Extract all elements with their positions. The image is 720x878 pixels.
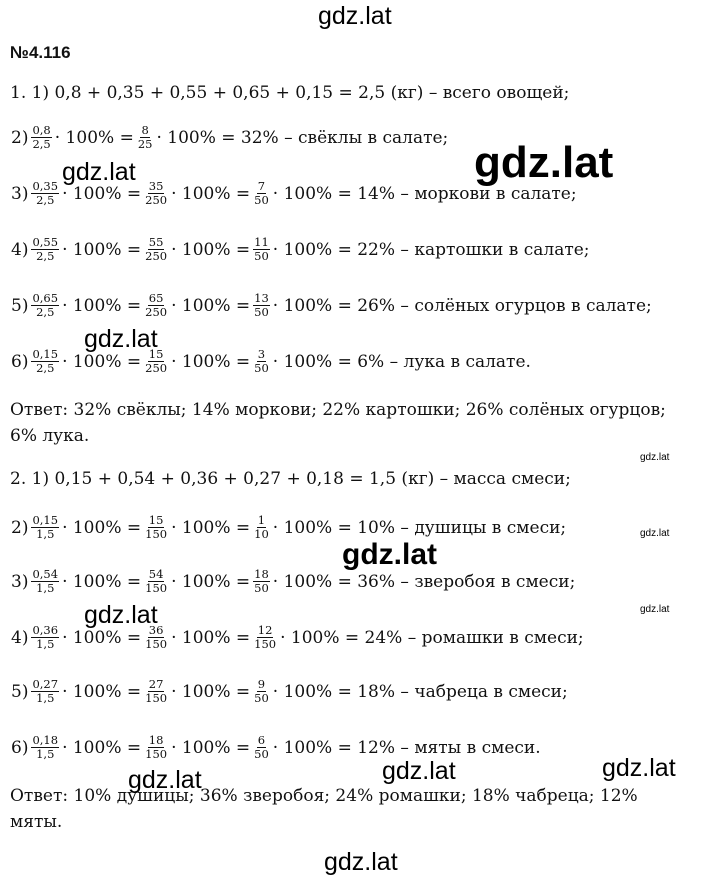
part2-sum-line: 2. 1) 0,15 + 0,54 + 0,36 + 0,27 + 0,18 = 1,5 (кг) – масса смеси;	[10, 469, 571, 489]
row-prefix: 5)	[11, 681, 29, 702]
numerator: 0,35	[32, 179, 59, 193]
numerator: 15	[148, 513, 164, 527]
denominator: 150	[145, 581, 168, 595]
numerator: 18	[254, 567, 269, 581]
denominator: 50	[254, 305, 269, 319]
row-prefix: 5)	[11, 295, 29, 316]
math-text: · 100% =	[62, 351, 142, 372]
watermark-text: gdz.lat	[640, 452, 670, 463]
numerator: 0,18	[32, 733, 59, 747]
fraction	[253, 348, 270, 375]
fraction	[31, 348, 59, 375]
part2-row-oregano	[10, 514, 567, 541]
numerator: 0,55	[32, 235, 59, 249]
part1-row-beet	[10, 124, 449, 151]
row-result: · 100% = 32% – свёклы в салате;	[156, 127, 449, 148]
numerator: 36	[148, 623, 164, 637]
row-result: · 100% = 18% – чабреца в смеси;	[272, 681, 568, 702]
row-prefix: 4)	[11, 627, 29, 648]
row-result: · 100% = 10% – душицы в смеси;	[272, 517, 567, 538]
numerator: 0,54	[32, 567, 59, 581]
numerator: 9	[257, 677, 266, 691]
math-text: · 100% =	[62, 239, 142, 260]
math-text: · 100% =	[54, 127, 134, 148]
fraction	[253, 734, 270, 761]
denominator: 150	[145, 747, 168, 761]
part1-row-pickles	[10, 292, 653, 319]
math-text: · 100% =	[171, 737, 251, 758]
fraction	[253, 180, 270, 207]
numerator: 27	[148, 677, 164, 691]
numerator: 0,36	[32, 623, 59, 637]
watermark-text: gdz.lat	[62, 158, 136, 186]
denominator: 50	[254, 581, 269, 595]
denominator: 150	[254, 637, 277, 651]
denominator: 150	[145, 637, 168, 651]
numerator: 35	[148, 179, 164, 193]
numerator: 65	[148, 291, 164, 305]
math-text: · 100% =	[62, 681, 142, 702]
denominator: 1,5	[36, 637, 55, 651]
row-prefix: 4)	[11, 239, 29, 260]
denominator: 25	[137, 137, 153, 151]
denominator: 1,5	[36, 747, 55, 761]
math-text: · 100% =	[171, 351, 251, 372]
fraction	[31, 568, 59, 595]
denominator: 250	[145, 305, 168, 319]
numerator: 55	[148, 235, 164, 249]
watermark-text: gdz.lat	[342, 538, 437, 571]
denominator: 10	[254, 527, 269, 541]
fraction	[253, 236, 270, 263]
denominator: 50	[254, 691, 269, 705]
watermark-text: gdz.lat	[602, 754, 676, 782]
numerator: 6	[257, 733, 266, 747]
fraction	[144, 236, 168, 263]
fraction	[144, 292, 168, 319]
watermark-text: gdz.lat	[382, 757, 456, 785]
row-result: · 100% = 14% – моркови в салате;	[272, 183, 577, 204]
fraction	[253, 624, 277, 651]
part1-answer-line1: Ответ: 32% свёклы; 14% моркови; 22% картошки; 26% солёных огурцов;	[10, 400, 666, 420]
math-text: · 100% =	[62, 571, 142, 592]
problem-number: №4.116	[10, 43, 71, 62]
row-prefix: 2)	[11, 127, 29, 148]
fraction	[144, 180, 168, 207]
numerator: 15	[148, 347, 164, 361]
numerator: 3	[257, 347, 266, 361]
denominator: 150	[145, 691, 168, 705]
fraction	[144, 678, 168, 705]
part2-row-thyme	[10, 678, 569, 705]
fraction	[31, 236, 59, 263]
fraction	[31, 180, 59, 207]
math-text: · 100% =	[171, 681, 251, 702]
denominator: 2,5	[32, 137, 51, 151]
row-result: · 100% = 12% – мяты в смеси.	[272, 737, 541, 758]
numerator: 8	[141, 123, 149, 137]
fraction	[144, 514, 168, 541]
denominator: 50	[254, 361, 269, 375]
numerator: 0,27	[32, 677, 59, 691]
denominator: 50	[254, 249, 269, 263]
numerator: 12	[257, 623, 273, 637]
math-text: · 100% =	[171, 239, 251, 260]
part2-row-stjohnswort	[10, 568, 576, 595]
numerator: 0,65	[32, 291, 59, 305]
row-result: · 100% = 24% – ромашки в смеси;	[280, 627, 584, 648]
math-text: · 100% =	[62, 737, 142, 758]
watermark-text: gdz.lat	[640, 528, 670, 539]
watermark-text: gdz.lat	[84, 601, 158, 629]
denominator: 1,5	[36, 527, 55, 541]
math-text: · 100% =	[171, 517, 251, 538]
numerator: 0,8	[32, 123, 51, 137]
row-result: · 100% = 36% – зверобоя в смеси;	[272, 571, 576, 592]
row-prefix: 6)	[11, 351, 29, 372]
denominator: 250	[145, 361, 168, 375]
math-text: · 100% =	[62, 295, 142, 316]
denominator: 50	[254, 193, 269, 207]
denominator: 50	[254, 747, 269, 761]
watermark-text: gdz.lat	[474, 138, 614, 187]
math-text: · 100% =	[62, 517, 142, 538]
fraction	[31, 124, 51, 151]
numerator: 0,15	[32, 513, 59, 527]
math-text: · 100% =	[171, 627, 251, 648]
row-prefix: 3)	[11, 183, 29, 204]
math-text: · 100% =	[62, 183, 142, 204]
numerator: 7	[257, 179, 266, 193]
fraction	[253, 514, 270, 541]
numerator: 0,15	[32, 347, 59, 361]
part2-answer-line2: мяты.	[10, 812, 63, 832]
denominator: 150	[145, 527, 168, 541]
part2-row-mint	[10, 734, 542, 761]
fraction	[31, 678, 59, 705]
denominator: 2,5	[36, 249, 55, 263]
fraction	[253, 678, 270, 705]
row-result: · 100% = 26% – солёных огурцов в салате;	[272, 295, 652, 316]
watermark-text: gdz.lat	[84, 325, 158, 353]
fraction	[144, 734, 168, 761]
fraction	[253, 568, 270, 595]
part1-answer-line2: 6% лука.	[10, 426, 90, 446]
watermark-text: gdz.lat	[324, 848, 398, 876]
fraction	[31, 624, 59, 651]
row-result: · 100% = 22% – картошки в салате;	[272, 239, 590, 260]
fraction	[31, 292, 59, 319]
row-prefix: 6)	[11, 737, 29, 758]
denominator: 2,5	[36, 305, 55, 319]
fraction	[31, 514, 59, 541]
denominator: 2,5	[36, 361, 55, 375]
row-prefix: 2)	[11, 517, 29, 538]
numerator: 1	[257, 513, 266, 527]
denominator: 1,5	[36, 581, 55, 595]
numerator: 54	[148, 567, 164, 581]
part2-answer-line1: Ответ: 10% душицы; 36% зверобоя; 24% ромашки; 18% чабреца; 12%	[10, 786, 638, 806]
denominator: 2,5	[36, 193, 55, 207]
fraction	[253, 292, 270, 319]
watermark-text: gdz.lat	[128, 766, 202, 794]
math-text: · 100% =	[171, 183, 251, 204]
watermark-text: gdz.lat	[640, 604, 670, 615]
row-result: · 100% = 6% – лука в салате.	[272, 351, 531, 372]
part1-sum-line: 1. 1) 0,8 + 0,35 + 0,55 + 0,65 + 0,15 = 2,5 (кг) – всего овощей;	[10, 83, 570, 103]
denominator: 250	[145, 249, 168, 263]
math-text: · 100% =	[171, 295, 251, 316]
numerator: 18	[148, 733, 164, 747]
fraction	[144, 568, 168, 595]
watermark-text: gdz.lat	[318, 2, 392, 30]
math-text: · 100% =	[62, 627, 142, 648]
fraction	[31, 734, 59, 761]
denominator: 250	[145, 193, 168, 207]
numerator: 13	[254, 291, 269, 305]
row-prefix: 3)	[11, 571, 29, 592]
numerator: 11	[254, 235, 269, 249]
part1-row-potato	[10, 236, 591, 263]
fraction	[137, 124, 154, 151]
math-text: · 100% =	[171, 571, 251, 592]
denominator: 1,5	[36, 691, 55, 705]
